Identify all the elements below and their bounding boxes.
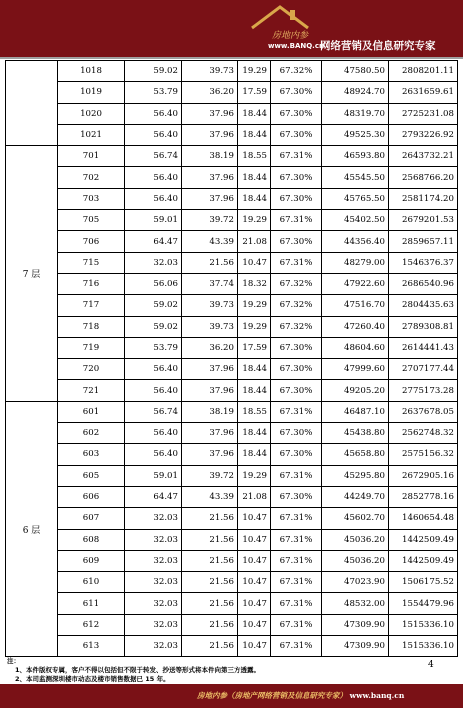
- table-cell: 64.47: [125, 486, 182, 507]
- table-cell: 2707177.44: [389, 359, 458, 380]
- table-cell: 67.30%: [271, 423, 322, 444]
- table-cell: 19.29: [238, 295, 271, 316]
- table-cell: 702: [58, 167, 125, 188]
- table-cell: 67.30%: [271, 103, 322, 124]
- table-cell: 10.47: [238, 550, 271, 571]
- table-cell: 21.56: [182, 593, 238, 614]
- table-cell: 21.56: [182, 508, 238, 529]
- table-cell: 67.31%: [271, 572, 322, 593]
- table-row: [6, 380, 458, 401]
- table-cell: 56.40: [125, 380, 182, 401]
- table-row: [6, 550, 458, 571]
- table-cell: 603: [58, 444, 125, 465]
- table-row: [6, 316, 458, 337]
- table-cell: 56.74: [125, 146, 182, 167]
- table-cell: 18.44: [238, 359, 271, 380]
- table-cell: 18.55: [238, 401, 271, 422]
- table-cell: 45036.20: [322, 550, 389, 571]
- table-cell: 610: [58, 572, 125, 593]
- table-row: [6, 146, 458, 167]
- table-row: [6, 359, 458, 380]
- table-cell: 47580.50: [322, 61, 389, 82]
- table-cell: 32.03: [125, 593, 182, 614]
- table-cell: 45765.50: [322, 188, 389, 209]
- table-row: [6, 295, 458, 316]
- table-cell: 43.39: [182, 231, 238, 252]
- notes-line-2: 2、本司监测深圳楼市动态及楼市销售数据已 15 年。: [15, 675, 170, 683]
- brand-tagline: 网络营销及信息研究专家: [320, 40, 436, 52]
- table-row: [6, 614, 458, 635]
- table-cell: 21.56: [182, 636, 238, 657]
- table-cell: 67.31%: [271, 529, 322, 550]
- table-cell: 48924.70: [322, 82, 389, 103]
- table-cell: 2725231.08: [389, 103, 458, 124]
- floor-label: 6 层: [6, 401, 58, 657]
- table-cell: 67.30%: [271, 444, 322, 465]
- table-cell: 37.96: [182, 188, 238, 209]
- footer-brand: 房地内参（房地产网络营销及信息研究专家）: [197, 691, 347, 700]
- table-row: [6, 444, 458, 465]
- table-cell: 64.47: [125, 231, 182, 252]
- table-cell: 1460654.48: [389, 508, 458, 529]
- table-cell: 18.44: [238, 167, 271, 188]
- table-cell: 67.30%: [271, 82, 322, 103]
- table-row: [6, 636, 458, 657]
- table-cell: 67.30%: [271, 359, 322, 380]
- table-cell: 32.03: [125, 550, 182, 571]
- table-cell: 17.59: [238, 82, 271, 103]
- table-cell: 48279.00: [322, 252, 389, 273]
- table-cell: 18.44: [238, 380, 271, 401]
- table-cell: 718: [58, 316, 125, 337]
- table-row: [6, 82, 458, 103]
- table-cell: 21.56: [182, 614, 238, 635]
- notes-line-1: 1、本件版权专属，客户不得以包括但不限于转发、抄送等形式将本件向第三方透露。: [15, 666, 261, 674]
- table-cell: 706: [58, 231, 125, 252]
- table-cell: 39.73: [182, 61, 238, 82]
- table-cell: 56.40: [125, 188, 182, 209]
- table-cell: 47922.60: [322, 273, 389, 294]
- table-cell: 59.02: [125, 316, 182, 337]
- table-cell: 18.32: [238, 273, 271, 294]
- table-cell: 67.31%: [271, 593, 322, 614]
- table-cell: 45658.80: [322, 444, 389, 465]
- table-cell: 19.29: [238, 465, 271, 486]
- table-cell: 36.20: [182, 82, 238, 103]
- table-cell: 21.56: [182, 252, 238, 273]
- table-cell: 21.08: [238, 231, 271, 252]
- table-cell: 10.47: [238, 508, 271, 529]
- table-cell: 10.47: [238, 572, 271, 593]
- notes-heading: 注：: [7, 657, 20, 665]
- unit-price-table: [5, 60, 458, 657]
- table-cell: 18.44: [238, 423, 271, 444]
- table-cell: 67.31%: [271, 508, 322, 529]
- table-cell: 2562748.32: [389, 423, 458, 444]
- footer-bar: [0, 684, 463, 708]
- table-cell: 10.47: [238, 593, 271, 614]
- table-cell: 1020: [58, 103, 125, 124]
- table-cell: 10.47: [238, 529, 271, 550]
- table-cell: 611: [58, 593, 125, 614]
- table-cell: 56.40: [125, 423, 182, 444]
- table-cell: 59.01: [125, 465, 182, 486]
- table-cell: 2637678.05: [389, 401, 458, 422]
- table-cell: 67.30%: [271, 188, 322, 209]
- table-cell: 47309.90: [322, 614, 389, 635]
- table-cell: 45402.50: [322, 210, 389, 231]
- table-row: [6, 61, 458, 82]
- table-cell: 2789308.81: [389, 316, 458, 337]
- table-cell: 47309.90: [322, 636, 389, 657]
- table-cell: 53.79: [125, 82, 182, 103]
- table-cell: 37.96: [182, 359, 238, 380]
- table-cell: 2631659.61: [389, 82, 458, 103]
- table-cell: 18.55: [238, 146, 271, 167]
- table-cell: 67.31%: [271, 401, 322, 422]
- table-cell: 1442509.49: [389, 550, 458, 571]
- table-cell: 2775173.28: [389, 380, 458, 401]
- table-cell: 67.32%: [271, 295, 322, 316]
- table-cell: 56.40: [125, 444, 182, 465]
- table-cell: 37.74: [182, 273, 238, 294]
- table-cell: 705: [58, 210, 125, 231]
- table-cell: 49205.20: [322, 380, 389, 401]
- table-cell: 21.56: [182, 550, 238, 571]
- table-row: [6, 337, 458, 358]
- table-row: [6, 231, 458, 252]
- table-cell: 67.30%: [271, 337, 322, 358]
- table-cell: 38.19: [182, 401, 238, 422]
- table-cell: 602: [58, 423, 125, 444]
- table-cell: 59.02: [125, 295, 182, 316]
- table-cell: 43.39: [182, 486, 238, 507]
- table-cell: 2679201.53: [389, 210, 458, 231]
- table-cell: 48604.60: [322, 337, 389, 358]
- table-cell: 1554479.96: [389, 593, 458, 614]
- site-url: www.BANQ.cn: [268, 42, 324, 50]
- table-cell: 67.30%: [271, 380, 322, 401]
- table-cell: 1546376.37: [389, 252, 458, 273]
- table-cell: 37.96: [182, 380, 238, 401]
- table-cell: 39.72: [182, 465, 238, 486]
- table-cell: 1442509.49: [389, 529, 458, 550]
- table-cell: 2859657.11: [389, 231, 458, 252]
- table-cell: 17.59: [238, 337, 271, 358]
- table-cell: 53.79: [125, 337, 182, 358]
- table-cell: 2686540.96: [389, 273, 458, 294]
- table-row: [6, 273, 458, 294]
- table-cell: 39.73: [182, 316, 238, 337]
- table-row: [6, 465, 458, 486]
- table-cell: 47999.60: [322, 359, 389, 380]
- table-cell: 601: [58, 401, 125, 422]
- table-cell: 717: [58, 295, 125, 316]
- table-cell: 67.31%: [271, 550, 322, 571]
- table-cell: 19.29: [238, 316, 271, 337]
- table-cell: 37.96: [182, 444, 238, 465]
- table-row: [6, 572, 458, 593]
- table-cell: 44356.40: [322, 231, 389, 252]
- floor-label: 7 层: [6, 146, 58, 402]
- table-cell: 2614441.43: [389, 337, 458, 358]
- table-cell: 716: [58, 273, 125, 294]
- table-cell: 67.32%: [271, 316, 322, 337]
- table-cell: 67.30%: [271, 486, 322, 507]
- table-cell: 21.08: [238, 486, 271, 507]
- table-cell: 32.03: [125, 529, 182, 550]
- table-cell: 37.96: [182, 167, 238, 188]
- table-cell: 21.56: [182, 572, 238, 593]
- table-cell: 2804435.63: [389, 295, 458, 316]
- table-cell: 1515336.10: [389, 636, 458, 657]
- table-cell: 67.30%: [271, 231, 322, 252]
- table-cell: 45295.80: [322, 465, 389, 486]
- table-cell: 48319.70: [322, 103, 389, 124]
- table-cell: 613: [58, 636, 125, 657]
- table-cell: 45545.50: [322, 167, 389, 188]
- table-cell: 721: [58, 380, 125, 401]
- table-cell: 67.31%: [271, 465, 322, 486]
- brand-small-name: 房地内参: [272, 31, 309, 41]
- table-cell: 32.03: [125, 508, 182, 529]
- table-row: [6, 593, 458, 614]
- table-cell: 37.96: [182, 124, 238, 145]
- table-cell: 56.40: [125, 359, 182, 380]
- table-cell: 67.31%: [271, 146, 322, 167]
- table-cell: 609: [58, 550, 125, 571]
- page-number: 4: [428, 660, 434, 670]
- table-cell: 2575156.32: [389, 444, 458, 465]
- page-header: [0, 0, 463, 59]
- table-cell: 32.03: [125, 252, 182, 273]
- table-cell: 67.31%: [271, 252, 322, 273]
- table-cell: 10.47: [238, 252, 271, 273]
- table-cell: 67.30%: [271, 167, 322, 188]
- table-cell: 18.44: [238, 103, 271, 124]
- table-cell: 56.74: [125, 401, 182, 422]
- footer-url: www.banq.cn: [349, 691, 405, 700]
- table-row: [6, 486, 458, 507]
- table-cell: 21.56: [182, 529, 238, 550]
- table-cell: 10.47: [238, 636, 271, 657]
- table-cell: 1019: [58, 82, 125, 103]
- table-cell: 59.01: [125, 210, 182, 231]
- table-cell: 37.96: [182, 423, 238, 444]
- table-cell: 715: [58, 252, 125, 273]
- table-cell: 56.40: [125, 103, 182, 124]
- table-cell: 18.44: [238, 188, 271, 209]
- table-cell: 46487.10: [322, 401, 389, 422]
- table-cell: 36.20: [182, 337, 238, 358]
- table-cell: 47023.90: [322, 572, 389, 593]
- table-cell: 32.03: [125, 614, 182, 635]
- table-row: [6, 188, 458, 209]
- table-cell: 32.03: [125, 572, 182, 593]
- table-cell: 2808201.11: [389, 61, 458, 82]
- table-cell: 18.44: [238, 444, 271, 465]
- house-logo-icon: [250, 4, 310, 30]
- table-row: [6, 252, 458, 273]
- table-cell: 67.31%: [271, 614, 322, 635]
- table-row: [6, 124, 458, 145]
- table-cell: 67.31%: [271, 636, 322, 657]
- table-cell: 48532.00: [322, 593, 389, 614]
- table-cell: 47260.40: [322, 316, 389, 337]
- table-row: [6, 529, 458, 550]
- table-cell: 10.47: [238, 614, 271, 635]
- table-cell: 2581174.20: [389, 188, 458, 209]
- table-cell: 67.32%: [271, 273, 322, 294]
- table-cell: 2793226.92: [389, 124, 458, 145]
- table-cell: 608: [58, 529, 125, 550]
- table-cell: 701: [58, 146, 125, 167]
- table-cell: 1021: [58, 124, 125, 145]
- table-cell: 2643732.21: [389, 146, 458, 167]
- table-row: [6, 508, 458, 529]
- table-cell: 56.06: [125, 273, 182, 294]
- table-cell: 607: [58, 508, 125, 529]
- table-row: [6, 103, 458, 124]
- table-cell: 612: [58, 614, 125, 635]
- footer-text: [197, 690, 404, 701]
- table-cell: 56.40: [125, 124, 182, 145]
- table-cell: 45036.20: [322, 529, 389, 550]
- table-cell: 606: [58, 486, 125, 507]
- table-cell: 32.03: [125, 636, 182, 657]
- table-cell: 1515336.10: [389, 614, 458, 635]
- table-cell: 56.40: [125, 167, 182, 188]
- table-cell: 45438.80: [322, 423, 389, 444]
- table-cell: 720: [58, 359, 125, 380]
- table-cell: 2852778.16: [389, 486, 458, 507]
- footer-notes: [7, 657, 407, 684]
- table-row: [6, 167, 458, 188]
- table-cell: 39.73: [182, 295, 238, 316]
- table-cell: 67.30%: [271, 124, 322, 145]
- table-cell: 18.44: [238, 124, 271, 145]
- table-cell: 39.72: [182, 210, 238, 231]
- table-cell: 2672905.16: [389, 465, 458, 486]
- table-cell: 67.32%: [271, 61, 322, 82]
- table-cell: 1506175.52: [389, 572, 458, 593]
- table-cell: 605: [58, 465, 125, 486]
- table-cell: 38.19: [182, 146, 238, 167]
- table-row: [6, 401, 458, 422]
- table-cell: 19.29: [238, 210, 271, 231]
- table-cell: 37.96: [182, 103, 238, 124]
- table-row: [6, 210, 458, 231]
- table-cell: 703: [58, 188, 125, 209]
- table-cell: 2568766.20: [389, 167, 458, 188]
- table-cell: 67.31%: [271, 210, 322, 231]
- table-cell: 59.02: [125, 61, 182, 82]
- table-cell: 719: [58, 337, 125, 358]
- table-cell: 19.29: [238, 61, 271, 82]
- table-cell: 49525.30: [322, 124, 389, 145]
- table-cell: 45602.70: [322, 508, 389, 529]
- table-row: [6, 423, 458, 444]
- table-cell: 47516.70: [322, 295, 389, 316]
- table-cell: 1018: [58, 61, 125, 82]
- table-cell: 44249.70: [322, 486, 389, 507]
- floor-label: [6, 61, 58, 146]
- table-cell: 46593.80: [322, 146, 389, 167]
